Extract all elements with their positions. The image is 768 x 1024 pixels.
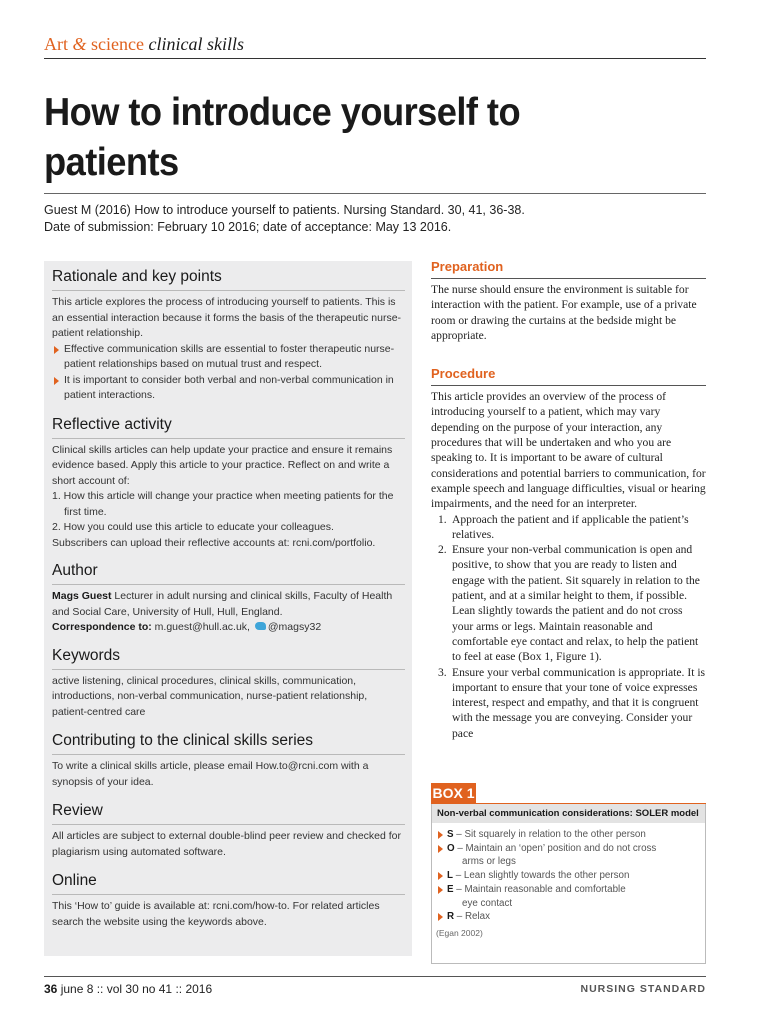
twitter-bird-icon bbox=[255, 622, 266, 630]
preparation-text: The nurse should ensure the environment is suitable for interaction with the patient. For example, use of a private room or drawing the curtains at the bedside might be appropriate. bbox=[431, 283, 697, 342]
author-heading: Author bbox=[52, 560, 405, 585]
keywords-text: active listening, clinical procedures, clinical skills, communication, introductions, non-verbal communication, nurse-patient relationship, patient-centred care bbox=[52, 674, 368, 718]
online-heading: Online bbox=[52, 870, 405, 895]
reflective-subscribers: Subscribers can upload their reflective accounts at: rcni.com/portfolio. bbox=[52, 536, 376, 549]
section-science: science bbox=[91, 34, 144, 54]
bullet-arrow-icon bbox=[54, 377, 59, 385]
article-title: How to introduce yourself to patients bbox=[44, 91, 521, 184]
procedure-step: 1. Approach the patient and if applicable the patient’s relatives. bbox=[438, 512, 689, 541]
procedure-steps bbox=[431, 512, 706, 741]
keywords-heading: Keywords bbox=[52, 645, 405, 670]
citation-reference: Guest M (2016) How to introduce yourself to patients. Nursing Standard. 30, 41, 36-38. bbox=[44, 203, 525, 217]
correspondence-email[interactable]: m.guest@hull.ac.uk, bbox=[151, 621, 250, 633]
soler-item: R – Relax bbox=[436, 910, 701, 924]
citation bbox=[44, 202, 525, 236]
box1 bbox=[431, 783, 706, 965]
soler-item: O – Maintain an ‘open’ position and do not cross bbox=[436, 842, 701, 856]
footer-issue bbox=[44, 981, 212, 997]
soler-item: L – Lean slightly towards the other person bbox=[436, 869, 701, 883]
rationale-text: This article explores the process of introducing yourself to patients. This is an essential interaction because it forms the basis of the therapeutic nurse-patient relationship. bbox=[52, 296, 402, 339]
review-heading: Review bbox=[52, 800, 405, 825]
contributing-heading: Contributing to the clinical skills series bbox=[52, 730, 405, 755]
soler-item-continued: arms or legs bbox=[462, 856, 516, 868]
author-text bbox=[52, 589, 405, 636]
soler-item: E – Maintain reasonable and comfortable bbox=[436, 883, 701, 897]
procedure-step: 3. Ensure your verbal communication is appropriate. It is important to ensure that your tone of voice expresses interest, respect and empathy, and that it is congruent with the message you are conveying. Consider your pace bbox=[438, 665, 706, 740]
preparation-heading: Preparation bbox=[431, 258, 706, 279]
section-series: clinical skills bbox=[148, 34, 244, 54]
rationale-heading: Rationale and key points bbox=[52, 266, 405, 291]
bullet-arrow-icon bbox=[438, 913, 443, 921]
page-number: 36 bbox=[44, 982, 58, 996]
box1-title: Non-verbal communication considerations: SOLER model bbox=[432, 804, 705, 823]
bullet-arrow-icon bbox=[438, 831, 443, 839]
journal-name: NURSING STANDARD bbox=[580, 983, 706, 995]
rationale-bullet: Effective communication skills are essential to foster therapeutic nurse-patient relationships based on mutual trust and respect. bbox=[52, 342, 405, 373]
author-details: Lecturer in adult nursing and clinical skills, Faculty of Health and Social Care, University of Hull, Hull, England. bbox=[52, 590, 393, 618]
bullet-arrow-icon bbox=[54, 346, 59, 354]
footer-rule bbox=[44, 976, 706, 977]
twitter-handle[interactable]: @magsy32 bbox=[267, 621, 322, 633]
procedure-intro: This article provides an overview of the process of introducing yourself to a patient, which may vary depending on the purpose of your interaction, any procedures that will be undertaken and who you are speaking to. It is important to be aware of cultural considerations and potential barriers to communication, for example speech and language difficulties, visual or hearing impairments, and the need for an interpreter. bbox=[431, 390, 706, 511]
main-text-column bbox=[431, 258, 706, 741]
soler-item: S – Sit squarely in relation to the other person bbox=[436, 828, 701, 842]
header-rule bbox=[44, 58, 706, 59]
reflective-item: 2. How you could use this article to educate your colleagues. bbox=[52, 521, 334, 533]
soler-item-continued: eye contact bbox=[462, 897, 513, 909]
bullet-arrow-icon bbox=[438, 872, 443, 880]
box1-body bbox=[431, 804, 706, 964]
bullet-arrow-icon bbox=[438, 845, 443, 853]
key-points-panel bbox=[44, 261, 412, 956]
citation-dates: Date of submission: February 10 2016; date of acceptance: May 13 2016. bbox=[44, 220, 452, 234]
reflective-heading: Reflective activity bbox=[52, 414, 405, 439]
correspondence-label: Correspondence to: bbox=[52, 621, 152, 633]
section-tag bbox=[44, 33, 244, 55]
procedure-heading: Procedure bbox=[431, 365, 706, 386]
bullet-arrow-icon bbox=[438, 886, 443, 894]
title-rule bbox=[44, 193, 706, 194]
reflective-text: Clinical skills articles can help update your practice and ensure it remains evidence based. Apply this article to your practice. Reflect on and write a short account of: bbox=[52, 443, 393, 487]
procedure-step: 2. Ensure your non-verbal communication is open and positive, to show that you are ready to listen and engage with the patient. Sit squarely in relation to the patient, and at a similar height to them, if possible. Lean slightly towards the patient and do not cross your arms or legs. Maintain reasonable and comfortable eye contact and relax, to help the patient to feel at ease (Box 1, Figure 1). bbox=[438, 543, 700, 664]
online-text: This ‘How to’ guide is available at: rcni.com/how-to. For related articles search the website using the keywords above. bbox=[52, 900, 380, 928]
section-art: Art bbox=[44, 34, 68, 54]
box1-source: (Egan 2002) bbox=[436, 927, 483, 938]
author-name: Mags Guest bbox=[52, 590, 112, 602]
box1-label: BOX 1 bbox=[431, 783, 476, 804]
rationale-bullet: It is important to consider both verbal and non-verbal communication in patient interactions. bbox=[52, 373, 405, 404]
section-ampersand: & bbox=[72, 34, 87, 54]
issue-info: june 8 :: vol 30 no 41 :: 2016 bbox=[57, 982, 213, 996]
review-text: All articles are subject to external double-blind peer review and checked for plagiarism using automated software. bbox=[52, 830, 402, 858]
reflective-item: 1. How this article will change your practice when meeting patients for the first time. bbox=[52, 490, 394, 518]
contributing-text: To write a clinical skills article, please email How.to@rcni.com with a synopsis of your idea. bbox=[52, 760, 369, 788]
